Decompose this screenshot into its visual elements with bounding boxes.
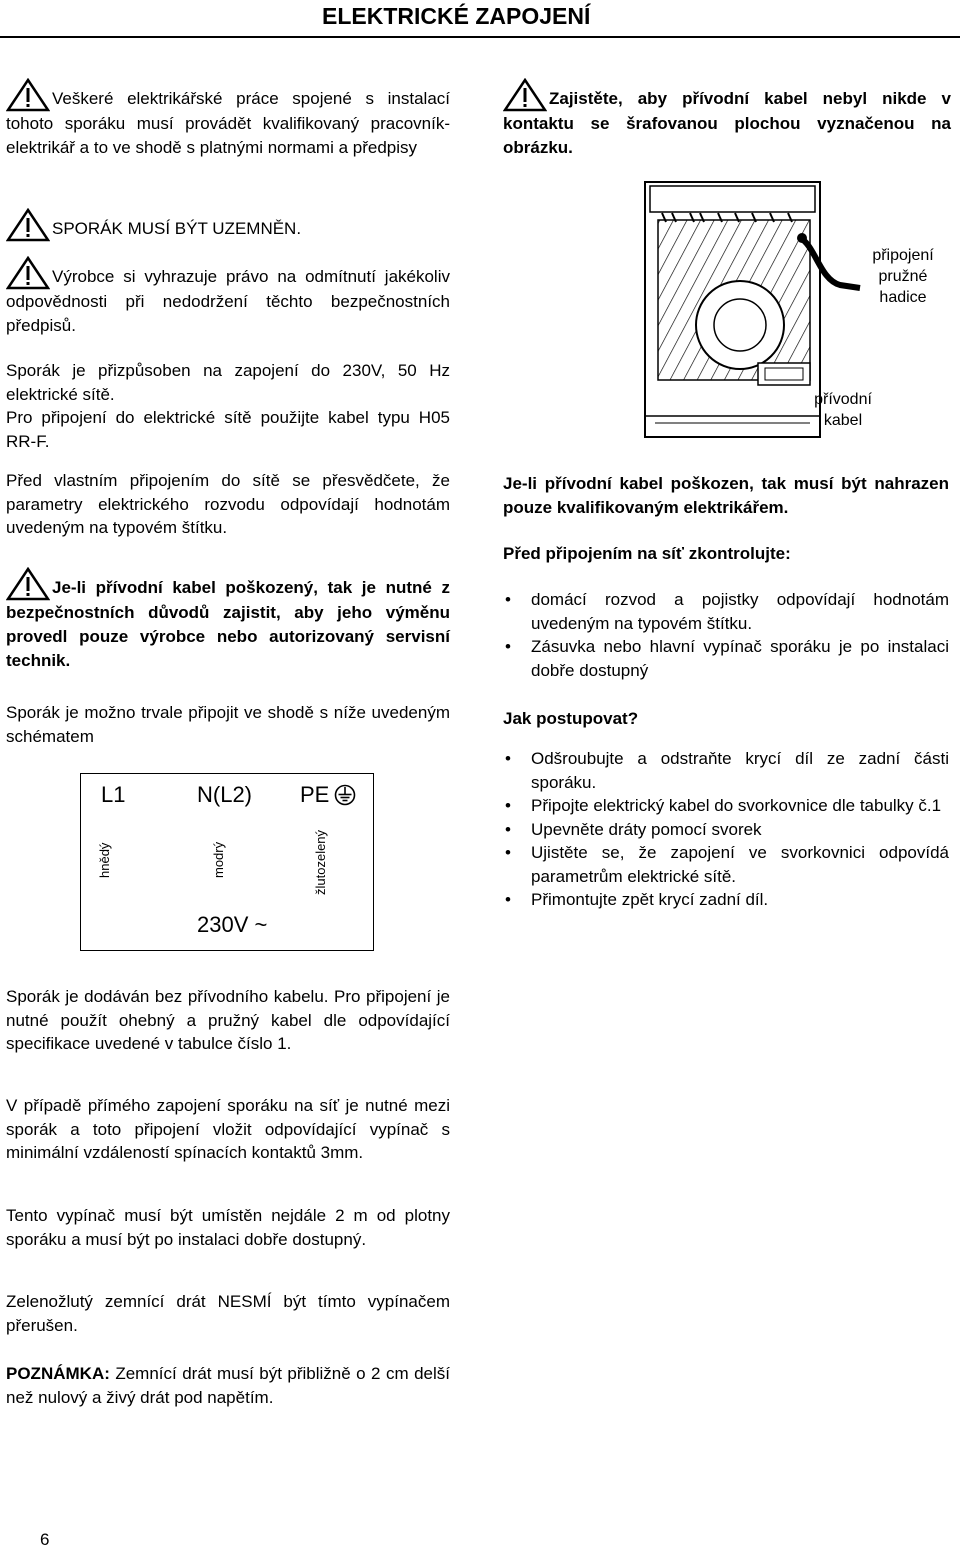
warning-electrician (6, 78, 450, 160)
terminal-pe: PE (300, 782, 330, 807)
procedure-list (503, 747, 949, 912)
note-label: POZNÁMKA: (6, 1364, 110, 1383)
warning-triangle-icon (6, 256, 50, 290)
ground-icon (334, 784, 356, 806)
paragraph-permanent-connection: Sporák je možno trvale připojit ve shodě s níže uvedeným schématem (6, 703, 450, 746)
list-item: • Přimontujte zpět krycí zadní díl. (503, 888, 949, 912)
list-item: • Odšroubujte a odstraňte krycí díl ze zadní části sporáku. (503, 747, 949, 794)
page-number: 6 (40, 1530, 50, 1549)
list-item: • Zásuvka nebo hlavní vypínač sporáku je po instalaci dobře dostupný (503, 635, 949, 682)
paragraph-switch-requirement: V případě přímého zapojení sporáku na síť je nutné mezi sporák a toto připojení vložit odpovídající vypínač s minimální vzdáleností spínacích kontaktů 3mm. (6, 1096, 450, 1162)
heading-check-before: Před připojením na síť zkontrolujte: (503, 544, 791, 563)
terminal-l1: L1 (101, 782, 126, 807)
warning-hatched-area-text: Zajistěte, aby přívodní kabel nebyl nikde v kontaktu se šrafovanou plochou vyznačenou na obrázku. (503, 89, 951, 157)
hose-label-line3: hadice (879, 289, 927, 306)
stove-back-illustration (640, 180, 950, 442)
warning-cable-damaged (6, 567, 450, 673)
warning-triangle-icon (503, 78, 547, 112)
header-divider (0, 36, 960, 38)
check-list (503, 588, 949, 682)
warning-electrician-text: Veškeré elektrikářské práce spojené s instalací tohoto sporáku musí provádět kvalifikovaný pracovník-elektrikář a to ve shodě s platnými normami a předpisy (6, 89, 450, 157)
paragraph-cable-replacement: Je-li přívodní kabel poškozen, tak musí být nahrazen pouze kvalifikovaným elektrikářem. (503, 474, 949, 517)
warning-triangle-icon (6, 208, 50, 242)
paragraph-voltage: Sporák je přizpůsoben na zapojení do 230V, 50 Hz elektrické sítě. (6, 361, 450, 404)
paragraph-ground-wire: Zelenožlutý zemnící drát NESMÍ být tímto vypínačem přerušen. (6, 1292, 450, 1335)
voltage-label: 230V ~ (197, 912, 268, 937)
wire-brown-label: hnědý (97, 842, 112, 878)
warning-ground (6, 208, 450, 242)
wire-green-label: žlutozelený (313, 829, 328, 895)
list-item: • Upevněte dráty pomocí svorek (503, 818, 949, 842)
page-title: ELEKTRICKÉ ZAPOJENÍ (322, 3, 591, 29)
cable-label-line2: kabel (823, 412, 863, 429)
list-item: • Ujistěte se, že zapojení ve svorkovnici odpovídá parametrům elektrické sítě. (503, 841, 949, 888)
warning-cable-damaged-text: Je-li přívodní kabel poškozený, tak je nutné z bezpečnostních důvodů zajistit, aby jeho výměnu provedl pouze výrobce nebo autorizovaný servisní technik. (6, 578, 450, 670)
cable-label-line1: přívodní (814, 391, 872, 408)
hose-label-line2: pružné (878, 268, 928, 285)
warning-liability (6, 256, 450, 338)
warning-triangle-icon (6, 567, 50, 601)
warning-ground-text: SPORÁK MUSÍ BÝT UZEMNĚN. (52, 219, 302, 238)
paragraph-check-params: Před vlastním připojením do sítě se přesvědčete, že parametry elektrického rozvodu odpovídají hodnotám uvedeným na typovém štítku. (6, 471, 450, 537)
supply-cable-label (800, 389, 886, 431)
note-text: Zemnící drát musí být přibližně o 2 cm delší než nulový a živý drát pod napětím. (6, 1364, 450, 1407)
list-item: • Připojte elektrický kabel do svorkovnice dle tabulky č.1 (503, 794, 949, 818)
paragraph-no-cable-supplied: Sporák je dodáván bez přívodního kabelu. Pro připojení je nutné použít ohebný a pružný kabel dle odpovídající specifikace uvedené v tabulce číslo 1. (6, 987, 450, 1053)
hose-connection-label (858, 245, 948, 308)
paragraph-cable-type: Pro připojení do elektrické sítě použijte kabel typu H05 RR-F. (6, 408, 450, 451)
warning-hatched-area (503, 78, 951, 160)
warning-triangle-icon (6, 78, 50, 112)
paragraph-switch-location: Tento vypínač musí být umístěn nejdále 2 m od plotny sporáku a musí být po instalaci dobře dostupný. (6, 1206, 450, 1249)
terminal-n: N(L2) (197, 782, 253, 807)
wire-blue-label: modrý (211, 841, 226, 878)
hose-label-line1: připojení (872, 247, 934, 264)
heading-how-to: Jak postupovat? (503, 709, 639, 728)
warning-liability-text: Výrobce si vyhrazuje právo na odmítnutí jakékoliv odpovědnosti při nedodržení těchto bezpečnostních předpisů. (6, 267, 450, 335)
note-ground-length (6, 1362, 450, 1409)
list-item: • domácí rozvod a pojistky odpovídají hodnotám uvedeným na typovém štítku. (503, 588, 949, 635)
